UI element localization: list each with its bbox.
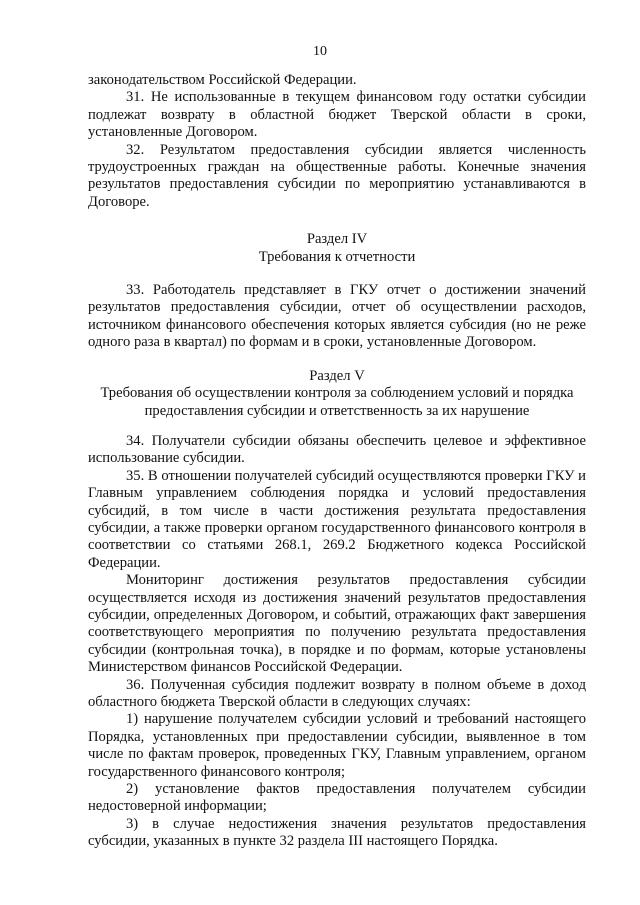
section-5-subtitle-line1: Требования об осуществлении контроля за соблюдением условий и порядка: [100, 385, 574, 402]
paragraph-continuation: законодательством Российской Федерации.: [88, 72, 357, 88]
paragraph-31: 31. Не использованные в текущем финансовом году остатки субсидии подлежат возврату в областной бюджет Тверской области в сроки, установленные Договором.: [88, 89, 586, 141]
list-item-36-3: 3) в случае недостижения значения результатов предоставления субсидии, указанных в пункте 32 раздела III настоящего Порядка.: [88, 815, 586, 850]
paragraph-35: 35. В отношении получателей субсидий осуществляются проверки ГКУ и Главным управлением соблюдения порядка и условий предоставления субсидий, в том числе в части достижения результата предоставления субсидии, а также проверки органом государственного финансового контроля в соответствии со статьями 268.1, 269.2 Бюджетного кодекса Российской Федерации.: [88, 467, 586, 571]
list-item-36-1: 1) нарушение получателем субсидии условий и требований настоящего Порядка, установленных при предоставлении субсидии, выявленное в том числе по фактам проверок, проведенных ГКУ, Главным управлением, органом государственного финансового контроля;: [88, 711, 586, 780]
paragraph-32: 32. Результатом предоставления субсидии является численность трудоустроенных граждан на общественные работы. Конечные значения результатов предоставления субсидии по мероприятию устанавливаются в Договоре.: [88, 141, 586, 210]
page-number: 10: [313, 44, 327, 59]
paragraph-monitoring: Мониторинг достижения результатов предоставления субсидии осуществляется исходя из достижения значений результатов предоставления субсидии, определенных Договором, и событий, отражающих факт завершения соответствующего мероприятия по получению результата предоставления субсидии (контрольная точка), в порядке и по формам, которые установлены Министерством финансов Российской Федерации.: [88, 572, 586, 676]
paragraph-34: 34. Получатели субсидии обязаны обеспечить целевое и эффективное использование субсидии.: [88, 432, 586, 467]
list-item-36-2: 2) установление фактов предоставления получателем субсидии недостоверной информации;: [88, 781, 586, 815]
paragraph-36: 36. Полученная субсидия подлежит возврату в полном объеме в доход областного бюджета Тверской области в следующих случаях:: [88, 676, 586, 710]
section-4-subtitle: Требования к отчетности: [258, 248, 416, 265]
section-5-title: Раздел V: [309, 367, 365, 384]
paragraph-33: 33. Работодатель представляет в ГКУ отчет о достижении значений результатов предоставления субсидии, отчет об осуществлении расходов, источником финансового обеспечения которых является субсидия (но не реже одного раза в квартал) по формам и в сроки, установленные Договором.: [88, 282, 586, 351]
section-4-title: Раздел IV: [306, 231, 368, 248]
document-body: [88, 72, 586, 851]
section-5-subtitle-line2: предоставления субсидии и ответственность за их нарушение: [144, 402, 530, 419]
